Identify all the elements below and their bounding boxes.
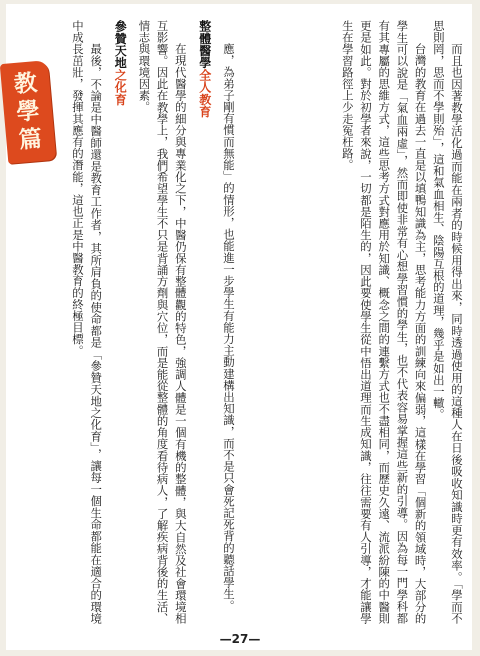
paragraph: 台灣的教育在過去一直是以填鴨知識為主，思考能力方面的訓練向來偏弱，這樣在學習「個新的領域時，大部分的學生可以說是「氣血兩虛」，然而即使非常有心想學習慣的學生，也不代表容易掌握這些新的引導。因為每一門學科都有其專屬的思維方式，這些思考方式對應用於知識、概念之間的連繫方式也不盡相同，而歷史久遠、流派紛陳的中醫則更是如此。對於初學者來說，一切都是陌生的，因此要使學生從中悟出道理而生成知識，往往需要有人引導，才能讓學生在學習路徑上少走冤枉路。	[340, 20, 428, 624]
section-logo-char: 學	[15, 97, 41, 126]
page	[6, 4, 472, 650]
section-logo-char: 教	[12, 69, 39, 99]
paragraph: 應，為弟子剛有慣而無能」的情形，也能進一步學生有能力主動建構出知識，而不是只會死記死背的聽話學生。	[222, 42, 236, 612]
paragraph: 在現代醫學的細分與專業化之下，中醫仍保有整體觀的特色，強調人體是一個有機的整體，與大自然及社會環境相互影響。因此在教學上，我們希望學生不只是背誦方劑與穴位，而是能從整體的角度看待病人，了解疾病背後的生活、情志與環境因素。	[137, 20, 188, 624]
section-logo-char: 篇	[17, 124, 44, 154]
paragraph: 而且也因著教學活化過而能在兩者的時候用得出來，同時透過使用的這種人在日後吸收知識時更有效率。「學而不思則罔，思而不學則殆」，這和氣血相生、陰陽互根的道理，幾乎是如出一轍。	[431, 20, 464, 624]
section-heading: 參贊天地之化育	[113, 20, 128, 106]
paragraph: 最後，不論是中醫師還是教育工作者，其所肩負的使命都是「參贊天地之化育」，讓每一個生命都能在適合的環境中成長茁壯，發揮其應有的潛能，這也正是中醫教育的終極目標。	[70, 20, 104, 624]
article-column-right	[244, 20, 466, 624]
section-logo	[0, 60, 56, 164]
article-column-left	[56, 20, 238, 624]
page-number: —27—	[219, 632, 261, 646]
section-heading: 整體醫學全人教育	[197, 20, 212, 118]
